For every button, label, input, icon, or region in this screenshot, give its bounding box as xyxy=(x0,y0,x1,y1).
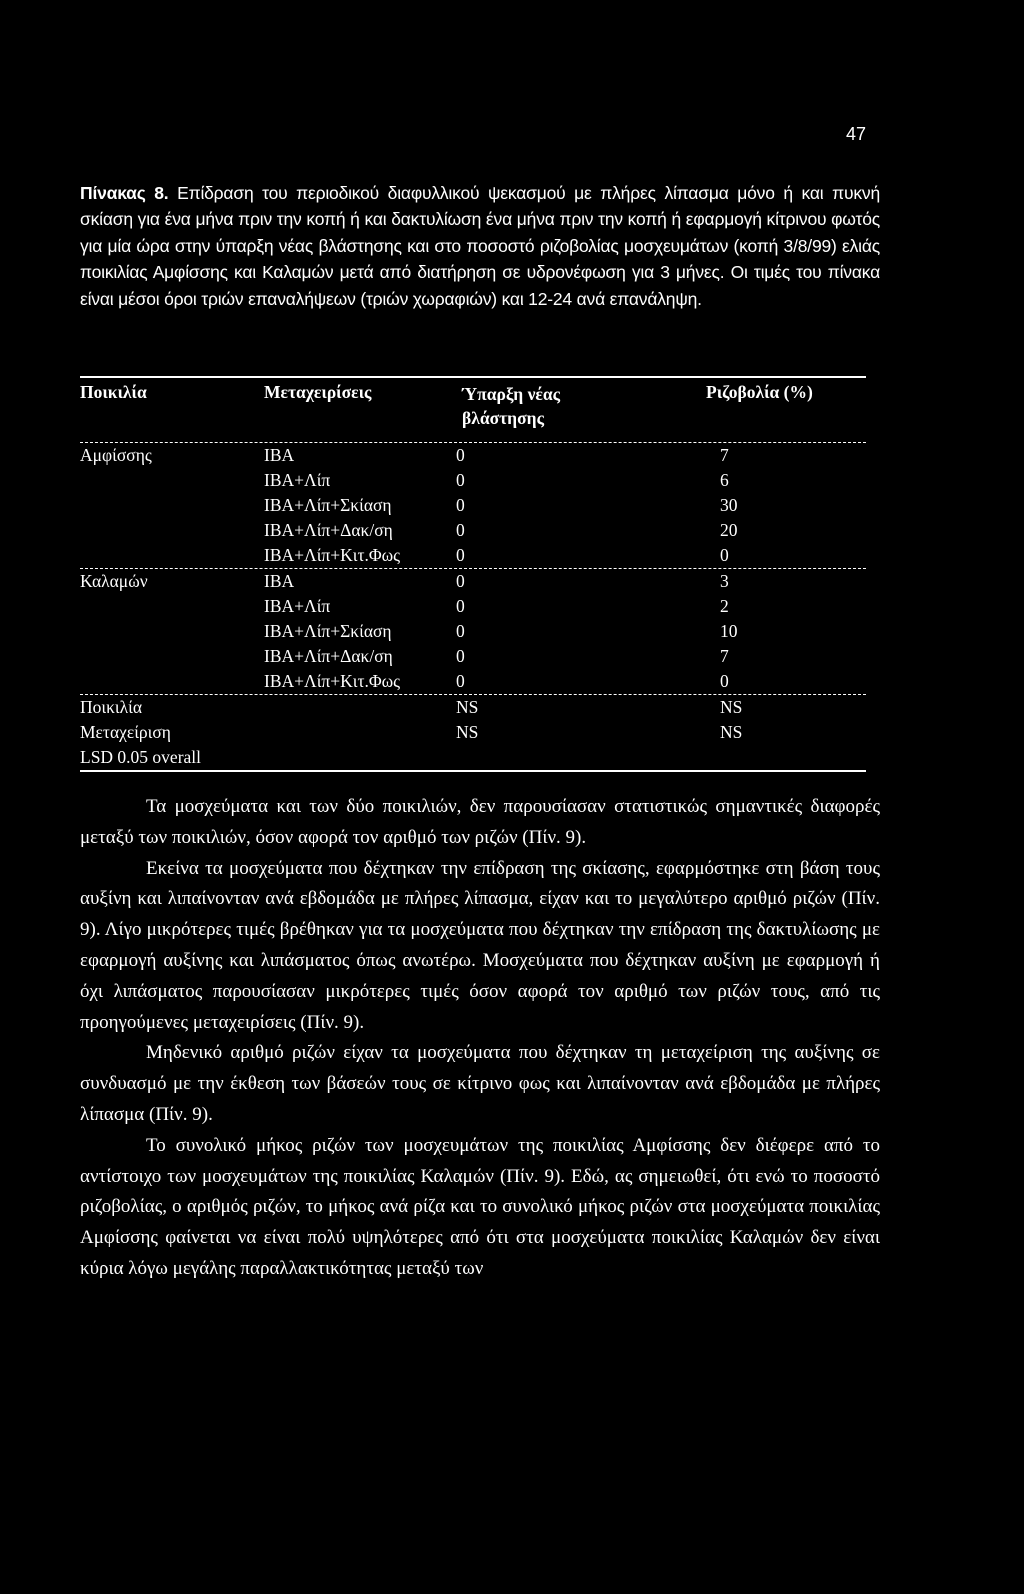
table-row xyxy=(80,518,866,543)
cell-rooting: NS xyxy=(720,722,743,742)
cell-treatment: ΙΒΑ+Λίπ xyxy=(264,596,331,616)
table-bottom-rule xyxy=(80,770,866,772)
cell-new-growth: 0 xyxy=(456,545,465,565)
cell-rooting: NS xyxy=(720,697,743,717)
table-row xyxy=(80,669,866,694)
cell-rooting: 30 xyxy=(720,495,738,515)
cell-stat-label: Ποικιλία xyxy=(80,697,142,717)
table-row xyxy=(80,569,866,594)
table-row xyxy=(80,493,866,518)
cell-new-growth: NS xyxy=(456,722,479,742)
table-row xyxy=(80,543,866,568)
cell-new-growth: 0 xyxy=(456,470,465,490)
table-row xyxy=(80,619,866,644)
cell-stat-label: LSD 0.05 overall xyxy=(80,747,202,767)
table-row xyxy=(80,720,866,745)
cell-treatment: ΙΒΑ+Λίπ+Δακ/ση xyxy=(264,646,393,666)
caption-text: Επίδραση του περιοδικού διαφυλλικού ψεκασμού με πλήρες λίπασμα μόνο ή και πυκνή σκίαση για ένα μήνα πριν την κοπή ή και δακτυλίωση ένα μήνα πριν την κοπή ή εφαρμογή κίτρινου φωτός για μία ώρα στην ύπαρξη νέας βλάστησης και στο ποσοστό ριζοβολίας μοσχευμάτων (κοπή 3/8/99) ελιάς ποικιλίας Αμφίσσης και Καλαμών μετά από διατήρηση σε υδρονέφωση για 3 μήνες. Οι τιμές του πίνακα είναι μέσοι όροι τριών επαναλήψεων (τριών χωραφιών) και 12-24 ανά επανάληψη. xyxy=(80,183,881,309)
cell-rooting: 10 xyxy=(720,621,738,641)
table-row xyxy=(80,594,866,619)
page-number: 47 xyxy=(846,124,867,144)
cell-treatment: ΙΒΑ+Λίπ+Σκίαση xyxy=(264,621,392,641)
caption-label: Πίνακας 8. xyxy=(80,183,169,203)
header-rooting: Ριζοβολία (%) xyxy=(706,382,813,402)
cell-rooting: 20 xyxy=(720,520,738,540)
table-caption xyxy=(80,180,880,312)
cell-rooting: 7 xyxy=(720,646,729,666)
cell-treatment: ΙΒΑ+Λίπ+Σκίαση xyxy=(264,495,392,515)
cell-new-growth: 0 xyxy=(456,621,465,641)
cell-rooting: 6 xyxy=(720,470,729,490)
results-table xyxy=(80,376,866,772)
cell-treatment: ΙΒΑ+Λίπ+Κιτ.Φως xyxy=(264,545,401,565)
cell-rooting: 7 xyxy=(720,445,729,465)
cell-new-growth: 0 xyxy=(456,520,465,540)
cell-rooting: 0 xyxy=(720,671,729,691)
body-text xyxy=(80,792,880,1285)
cell-new-growth: 0 xyxy=(456,495,465,515)
paragraph: Το συνολικό μήκος ριζών των μοσχευμάτων της ποικιλίας Αμφίσσης δεν διέφερε από το αντίστοιχο των μοσχευμάτων της ποικιλίας Καλαμών (Πίν. 9). Εδώ, ας σημειωθεί, ότι ενώ το ποσοστό ριζοβολίας, ο αριθμός ριζών, το μήκος ανά ρίζα και το συνολικό μήκος ριζών στα μοσχεύματα ποικιλίας Αμφίσσης φαίνεται να είναι πολύ υψηλότερες από ότι στα μοσχεύματα ποικιλίας Καλαμών δεν είναι κύρια λόγω μεγάλης παραλλακτικότητας μεταξύ των xyxy=(80,1134,880,1279)
header-new-growth: Ύπαρξη νέας βλάστησης xyxy=(462,384,561,428)
cell-treatment: ΙΒΑ+Λίπ xyxy=(264,470,331,490)
cell-treatment: ΙΒΑ+Λίπ+Κιτ.Φως xyxy=(264,671,401,691)
cell-stat-label: Μεταχείριση xyxy=(80,722,171,742)
header-variety: Ποικιλία xyxy=(80,382,147,402)
cell-new-growth: 0 xyxy=(456,646,465,666)
table-row xyxy=(80,695,866,720)
table-row xyxy=(80,745,866,770)
cell-treatment: ΙΒΑ xyxy=(264,571,295,591)
paragraph: Εκείνα τα μοσχεύματα που δέχτηκαν την επίδραση της σκίασης, εφαρμόστηκε στη βάση τους αυξίνη και λιπαίνονταν ανά εβδομάδα με πλήρες λίπασμα, είχαν και το μεγαλύτερο αριθμό ριζών (Πίν. 9). Λίγο μικρότερες τιμές βρέθηκαν για τα μοσχεύματα που δέχτηκαν την επίδραση της δακτυλίωσης με εφαρμογή αυξίνης και λιπάσματος όπως ανωτέρω. Μοσχεύματα που δέχτηκαν αυξίνη με εφαρμογή ή όχι λιπάσματος παρουσίασαν μικρότερες τιμές όσον αφορά τον αριθμό των ριζών τους, από τις προηγούμενες μεταχειρίσεις (Πίν. 9). xyxy=(80,857,880,1033)
table-row xyxy=(80,468,866,493)
header-treatments: Μεταχειρίσεις xyxy=(264,382,372,402)
cell-variety: Καλαμών xyxy=(80,571,148,591)
cell-new-growth: NS xyxy=(456,697,479,717)
paragraph: Τα μοσχεύματα και των δύο ποικιλιών, δεν παρουσίασαν στατιστικώς σημαντικές διαφορές μεταξύ των ποικιλιών, όσον αφορά τον αριθμό των ριζών (Πίν. 9). xyxy=(80,796,880,848)
cell-new-growth: 0 xyxy=(456,571,465,591)
cell-new-growth: 0 xyxy=(456,671,465,691)
cell-treatment: ΙΒΑ+Λίπ+Δακ/ση xyxy=(264,520,393,540)
table-header xyxy=(80,378,866,442)
paragraph: Μηδενικό αριθμό ριζών είχαν τα μοσχεύματα που δέχτηκαν τη μεταχείριση της αυξίνης σε συνδυασμό με την έκθεση των βάσεών τους σε κίτρινο φως και λιπαίνονταν ανά εβδομάδα με πλήρες λίπασμα (Πίν. 9). xyxy=(80,1042,880,1125)
cell-treatment: ΙΒΑ xyxy=(264,445,295,465)
cell-variety: Αμφίσσης xyxy=(80,445,152,465)
cell-rooting: 2 xyxy=(720,596,729,616)
table-row xyxy=(80,443,866,468)
table-row xyxy=(80,644,866,669)
cell-new-growth: 0 xyxy=(456,445,465,465)
cell-rooting: 3 xyxy=(720,571,729,591)
cell-new-growth: 0 xyxy=(456,596,465,616)
cell-rooting: 0 xyxy=(720,545,729,565)
